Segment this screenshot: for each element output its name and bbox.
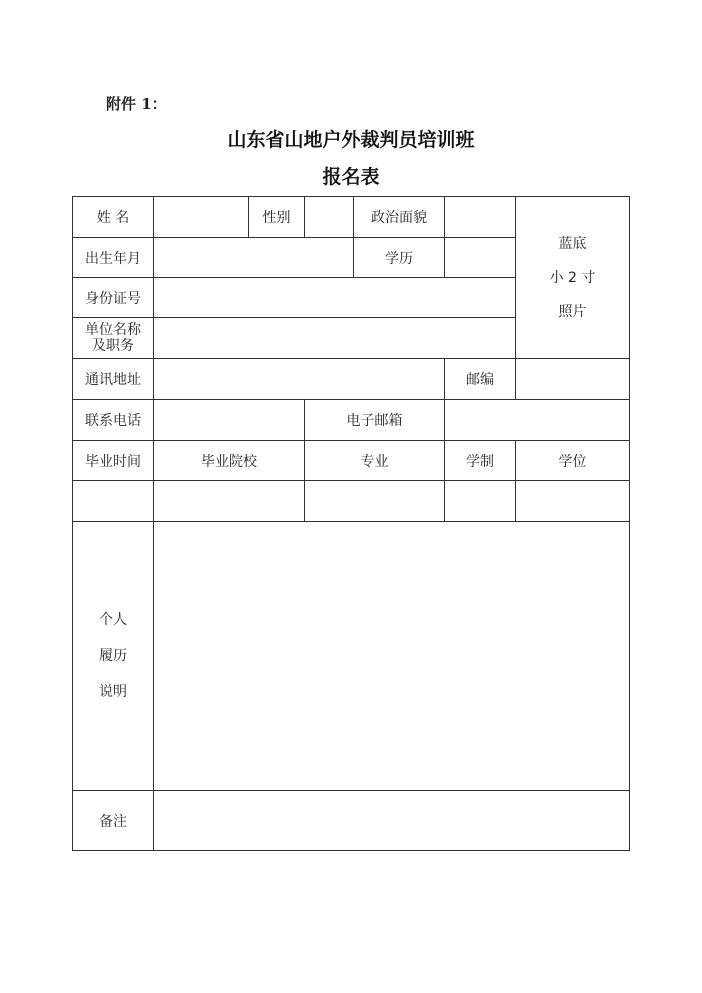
email-label: 电子邮箱 — [305, 400, 445, 441]
school-field[interactable] — [154, 481, 305, 522]
attachment-label: 附件 1： — [106, 95, 167, 113]
birth-field[interactable] — [154, 238, 354, 278]
resume-label — [73, 522, 154, 791]
edu-header-degree: 学位 — [516, 441, 630, 481]
unit-label-line1: 单位名称 — [85, 322, 141, 338]
political-status-label: 政治面貌 — [354, 197, 445, 238]
remarks-label: 备注 — [73, 791, 154, 851]
unit-field[interactable] — [154, 318, 516, 359]
edu-header-duration: 学制 — [445, 441, 516, 481]
postcode-field[interactable] — [516, 359, 630, 400]
resume-field[interactable] — [154, 522, 630, 791]
address-field[interactable] — [154, 359, 445, 400]
duration-field[interactable] — [445, 481, 516, 522]
photo-note-line1: 蓝底 — [558, 235, 587, 252]
name-field[interactable] — [154, 197, 249, 238]
email-field[interactable] — [445, 400, 630, 441]
form-subtitle: 报名表 — [322, 166, 380, 188]
resume-label-line1: 个人 — [99, 612, 127, 628]
resume-label-line2: 履历 — [99, 648, 127, 664]
phone-field[interactable] — [154, 400, 305, 441]
form-title: 山东省山地户外裁判员培训班 — [227, 129, 475, 151]
registration-form — [72, 196, 630, 851]
major-field[interactable] — [305, 481, 445, 522]
phone-label: 联系电话 — [73, 400, 154, 441]
remarks-field[interactable] — [154, 791, 630, 851]
edu-header-school: 毕业院校 — [154, 441, 305, 481]
gender-field[interactable] — [305, 197, 354, 238]
political-status-field[interactable] — [445, 197, 516, 238]
birth-label: 出生年月 — [73, 238, 154, 278]
id-number-label: 身份证号 — [73, 278, 154, 318]
unit-label-line2: 及职务 — [92, 338, 134, 354]
photo-note-line2: 小 2 寸 — [549, 269, 596, 286]
id-number-field[interactable] — [154, 278, 516, 318]
photo-note-line3: 照片 — [558, 303, 587, 320]
edu-header-grad-time: 毕业时间 — [73, 441, 154, 481]
resume-label-line3: 说明 — [99, 684, 127, 700]
grad-time-field[interactable] — [73, 481, 154, 522]
unit-label — [73, 318, 154, 359]
edu-header-major: 专业 — [305, 441, 445, 481]
education-label: 学历 — [354, 238, 445, 278]
degree-field[interactable] — [516, 481, 630, 522]
photo-box[interactable] — [516, 197, 630, 359]
name-label: 姓 名 — [73, 197, 154, 238]
address-label: 通讯地址 — [73, 359, 154, 400]
postcode-label: 邮编 — [445, 359, 516, 400]
gender-label: 性别 — [249, 197, 305, 238]
education-field[interactable] — [445, 238, 516, 278]
